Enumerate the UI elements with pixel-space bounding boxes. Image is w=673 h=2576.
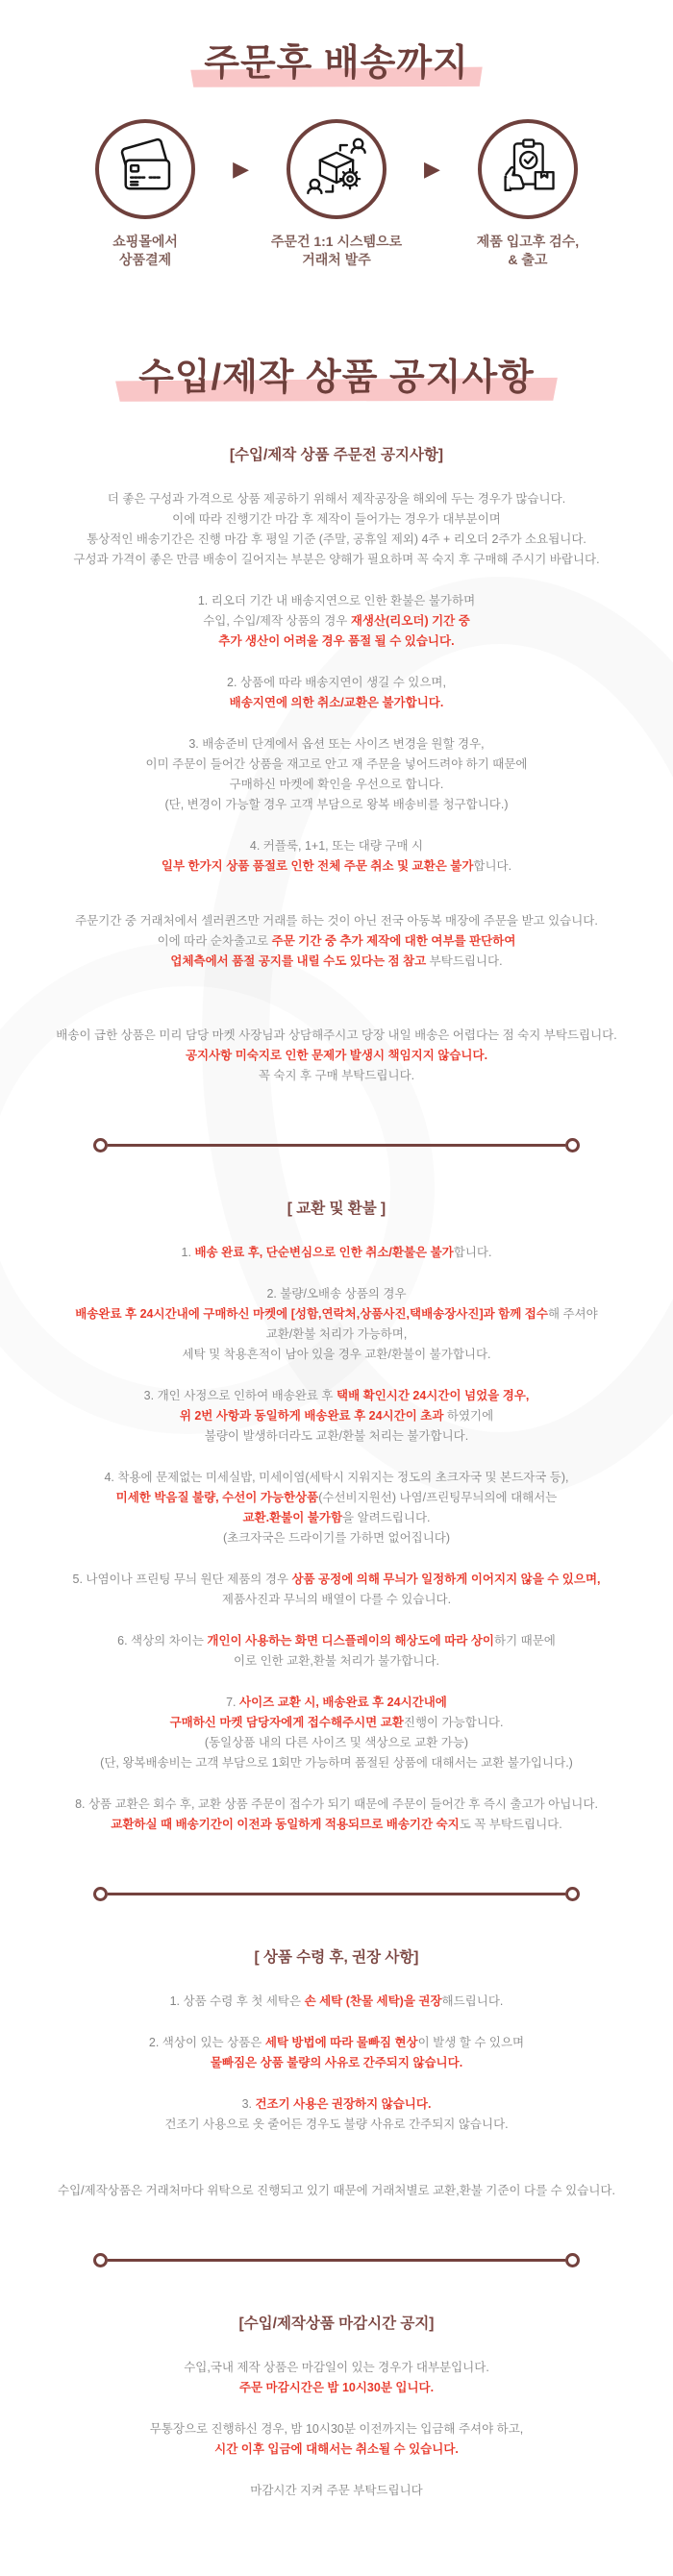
notice-line: 업체측에서 품절 공지를 내릴 수도 있다는 점 참고 부탁드립니다.: [170, 954, 503, 968]
section-heading: [ 상품 수령 후, 권장 사항]: [254, 1948, 419, 1966]
notice-line: 교환.환불이 불가함을 알려드립니다.: [242, 1510, 431, 1524]
notice-paragraph: [0, 1386, 673, 1447]
notice-line: 제품사진과 무늬의 배열이 다를 수 있습니다.: [221, 1592, 452, 1606]
notice-line: (단, 변경이 가능할 경우 고객 부담으로 왕복 배송비를 청구합니다.): [164, 797, 509, 811]
notice-paragraph: [0, 1992, 673, 2012]
notice-line: 4. 커플룩, 1+1, 또는 대량 구매 시: [249, 838, 424, 853]
notice-paragraph: [0, 2033, 673, 2073]
notice-line: 1. 상품 수령 후 첫 세탁은 손 세탁 (찬물 세탁)을 권장해드립니다.: [169, 1994, 504, 2008]
notice-line: 이미 주문이 들어간 상품을 재고로 안고 재 주문을 넣어드려야 하기 때문에: [145, 756, 528, 771]
credit-card-icon: [95, 119, 195, 219]
inspection-icon: [478, 119, 578, 219]
notice-paragraph: [0, 836, 673, 877]
notice-paragraph: [0, 489, 673, 570]
notice-paragraph: [0, 1026, 673, 1086]
notice-line: 주문 마감시간은 밤 10시30분 입니다.: [238, 2380, 435, 2394]
process-step-payment: [63, 119, 227, 270]
notice-line: 위 2번 사항과 동일하게 배송완료 후 24시간이 초과 하였기에: [179, 1408, 494, 1423]
notice-line: 교환/환불 처리가 가능하며,: [265, 1326, 408, 1341]
notice-line: 공지사항 미숙지로 인한 문제가 발생시 책임지지 않습니다.: [185, 1048, 488, 1062]
notice-line: 3. 배송준비 단계에서 옵션 또는 사이즈 변경을 원할 경우,: [188, 736, 485, 751]
notice-line: (동일상품 내의 다른 사이즈 및 색상으로 교환 가능): [204, 1735, 469, 1749]
notice-line: 2. 상품에 따라 배송지연이 생길 수 있으며,: [227, 675, 446, 689]
divider-line: [108, 1893, 565, 1895]
notice-line: 불량이 발생하더라도 교환/환불 처리는 불가합니다.: [204, 1428, 469, 1443]
notice-paragraph: [0, 911, 673, 972]
notice-paragraph: [0, 1284, 673, 1365]
notice-line: 물빠짐은 상품 불량의 사유로 간주되지 않습니다.: [210, 2055, 463, 2069]
notice-paragraph: [0, 1570, 673, 1610]
notice-paragraph: [0, 2419, 673, 2460]
notice-line: 수입,국내 제작 상품은 마감일이 있는 경우가 대부분입니다.: [184, 2360, 489, 2374]
divider-dot: [93, 2253, 108, 2267]
notice-line: 마감시간 지켜 주문 부탁드립니다: [250, 2483, 423, 2497]
notice-section: [0, 443, 673, 1086]
section-heading: [ 교환 및 환불 ]: [287, 1200, 386, 1217]
notice-line: 1. 리오더 기간 내 배송지연으로 인한 환불은 불가하며: [197, 593, 476, 607]
section-divider: [93, 1138, 580, 1152]
notice-line: 이에 따라 순차출고로 주문 기간 중 추가 제작에 대한 여부를 판단하여: [157, 933, 516, 948]
divider-line: [108, 1144, 565, 1147]
notice-line: 이로 인한 교환,환불 처리가 불가합니다.: [233, 1653, 440, 1668]
page-title-text: 주문후 배송까지: [204, 43, 469, 84]
divider-dot: [93, 1887, 108, 1901]
notice-section: [0, 1945, 673, 2201]
notice-line: 1. 배송 완료 후, 단순변심으로 인한 취소/환불은 불가합니다.: [181, 1245, 492, 1259]
notice-line: 수입, 수입/제작 상품의 경우 재생산(리오더) 기간 중: [203, 613, 470, 628]
notice-line: 수입/제작상품은 거래처마다 위탁으로 진행되고 있기 때문에 거래처별로 교환,환불 기준이 다를 수 있습니다.: [58, 2183, 615, 2197]
notice-paragraph: [0, 2481, 673, 2501]
notice-paragraph: [0, 2181, 673, 2201]
step-label-order: 주문건 1:1 시스템으로 거래처 발주: [270, 233, 403, 268]
notice-paragraph: [0, 1693, 673, 1773]
notice-line: 5. 나염이나 프린팅 무늬 원단 제품의 경우 상품 공정에 의해 무늬가 일정하게 이어지지 않을 수 있으며,: [72, 1572, 601, 1586]
notice-section: [0, 2312, 673, 2501]
order-process: [0, 119, 673, 270]
notice-line: 건조기 사용으로 옷 줄어든 경우도 불량 사유로 간주되지 않습니다.: [164, 2117, 509, 2131]
notice-line: 배송완료 후 24시간내에 구매하신 마켓에 [성함,연락처,상품사진,택배송장사진]과 함께 접수해 주셔야: [75, 1306, 598, 1321]
notice-line: 구매하신 마켓에 확인을 우선으로 합니다.: [229, 777, 444, 791]
notice-line: 세탁 및 착용흔적이 남아 있을 경우 교환/환불이 불가합니다.: [182, 1347, 491, 1361]
notice-line: 일부 한가지 상품 품절로 인한 전체 주문 취소 및 교환은 불가합니다.: [161, 858, 512, 873]
notice-title: [0, 270, 673, 399]
order-system-icon: [287, 119, 386, 219]
notice-line: 무통장으로 진행하신 경우, 밤 10시30분 이전까지는 입금해 주셔야 하고,: [149, 2421, 524, 2436]
notice-paragraph: [0, 673, 673, 713]
page-title: [0, 0, 673, 85]
divider-dot: [93, 1138, 108, 1152]
notice-line: (초크자국은 드라이기를 가하면 없어집니다): [222, 1530, 451, 1545]
notice-line: 미세한 박음질 불량, 수선이 가능한상품(수선비지원선) 나염/프린팅무늬의에 대해서는: [115, 1490, 558, 1504]
notice-paragraph: [0, 1631, 673, 1672]
divider-line: [108, 2259, 565, 2262]
step-label-payment: 쇼핑몰에서 상품결제: [112, 233, 178, 268]
notice-section: [0, 1197, 673, 1835]
notice-paragraph: [0, 1243, 673, 1263]
process-step-order: [255, 119, 418, 270]
notice-line: 추가 생산이 어려울 경우 품절 될 수 있습니다.: [218, 633, 455, 648]
notice-paragraph: [0, 734, 673, 815]
divider-dot: [565, 2253, 580, 2267]
notice-line: 2. 색상이 있는 상품은 세탁 방법에 따라 물빠짐 현상이 발생 할 수 있으며: [148, 2035, 525, 2049]
notice-title-text: 수입/제작 상품 공지사항: [138, 357, 535, 398]
section-heading: [수입/제작상품 마감시간 공지]: [238, 2315, 435, 2332]
notice-paragraph: [0, 1468, 673, 1548]
notice-paragraph: [0, 2358, 673, 2398]
notice-line: 시간 이후 입금에 대해서는 취소될 수 있습니다.: [214, 2441, 459, 2456]
notice-line: 주문기간 중 거래처에서 셀러퀸즈만 거래를 하는 것이 아닌 전국 아동복 매장에 주문을 받고 있습니다.: [75, 913, 598, 928]
notice-line: 구성과 가격이 좋은 만큼 배송이 길어지는 부분은 양해가 필요하며 꼭 숙지 후 구매해 주시기 바랍니다.: [73, 552, 600, 566]
notice-line: 이에 따라 진행기간 마감 후 제작이 들어가는 경우가 대부분이며: [172, 511, 501, 526]
notice-line: 더 좋은 구성과 가격으로 상품 제공하기 위해서 제작공장을 해외에 두는 경우가 많습니다.: [107, 491, 566, 506]
notice-line: 6. 색상의 차이는 개인이 사용하는 화면 디스플레이의 해상도에 따라 상이하기 때문에: [117, 1633, 556, 1647]
section-divider: [93, 2253, 580, 2267]
divider-dot: [565, 1887, 580, 1901]
notice-line: 7. 사이즈 교환 시, 배송완료 후 24시간내에: [226, 1695, 447, 1709]
notice-paragraph: [0, 591, 673, 652]
notice-line: 통상적인 배송기간은 진행 마감 후 평일 기준 (주말, 공휴일 제외) 4주 + 리오더 2주가 소요됩니다.: [87, 532, 586, 546]
notice-paragraph: [0, 1795, 673, 1835]
notice-line: 3. 건조기 사용은 권장하지 않습니다.: [241, 2096, 432, 2111]
notice-line: 배송지연에 의한 취소/교환은 불가합니다.: [229, 695, 444, 709]
section-divider: [93, 1887, 580, 1901]
section-heading: [수입/제작 상품 주문전 공지사항]: [229, 446, 444, 463]
notice-sections: [0, 443, 673, 2576]
notice-line: 2. 불량/오배송 상품의 경우: [266, 1286, 407, 1300]
divider-dot: [565, 1138, 580, 1152]
notice-line: 꼭 숙지 후 구매 부탁드립니다.: [258, 1068, 415, 1082]
notice-line: 4. 착용에 문제없는 미세실밥, 미세이염(세탁시 지워지는 정도의 초크자국 및 본드자국 등),: [104, 1470, 569, 1484]
arrow-icon: ▶: [233, 156, 249, 181]
notice-line: (단, 왕복배송비는 고객 부담으로 1회만 가능하며 품절된 상품에 대해서는 교환 불가입니다.): [100, 1755, 573, 1770]
step-label-inspection: 제품 입고후 검수, & 출고: [476, 233, 580, 268]
process-step-inspection: [446, 119, 610, 270]
notice-line: 배송이 급한 상품은 미리 담당 마켓 사장님과 상담해주시고 당장 내일 배송은 어렵다는 점 숙지 부탁드립니다.: [56, 1028, 617, 1042]
notice-line: 3. 개인 사정으로 인하여 배송완료 후 택배 확인시간 24시간이 넘었을 경우,: [143, 1388, 530, 1402]
notice-line: 구매하신 마켓 담당자에게 접수해주시면 교환진행이 가능합니다.: [169, 1715, 504, 1729]
notice-paragraph: [0, 2094, 673, 2135]
arrow-icon: ▶: [424, 156, 440, 181]
notice-line: 교환하실 때 배송기간이 이전과 동일하게 적용되므로 배송기간 숙지도 꼭 부탁드립니다.: [111, 1817, 562, 1831]
notice-line: 8. 상품 교환은 회수 후, 교환 상품 주문이 접수가 되기 때문에 주문이 들어간 후 즉시 출고가 아닙니다.: [75, 1796, 598, 1811]
